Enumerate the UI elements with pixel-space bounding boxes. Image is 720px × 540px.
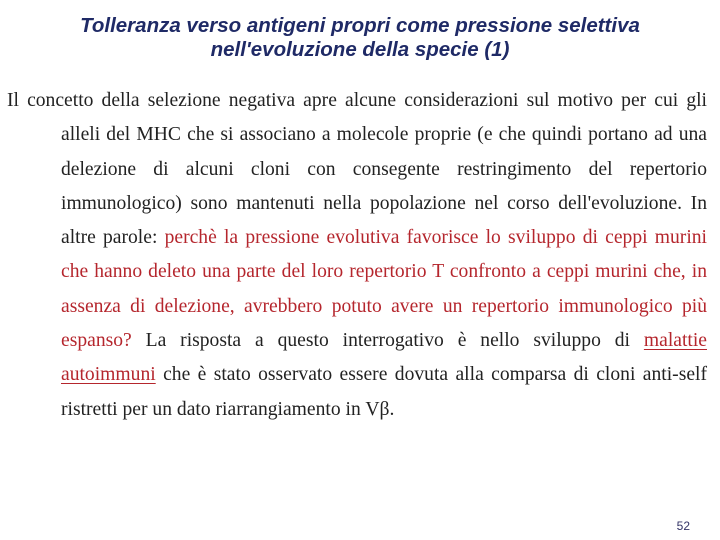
body-intro-text: Il concetto della selezione negativa apre alcune considerazioni sul motivo per cui gli alleli del MHC che si associano a molecole proprie (e che quindi portano ad una delezione di alcuni cloni con consegente restringimento del repertorio immunologico) sono mantenuti nella popolazione nel corso dell'evoluzione. In altre parole: [7, 90, 707, 249]
slide-title [0, 14, 720, 62]
autoimmune-diseases-highlight: malattie autoimmuni [61, 330, 707, 386]
body-conclusion-text: che è stato osservato essere dovuta alla comparsa di cloni anti-self ristretti per un dato riarrangiamento in Vβ. [61, 364, 707, 420]
slide-title-line-2: nell'evoluzione della specie (1) [210, 38, 510, 61]
highlighted-question: perchè la pressione evolutiva favorisce lo sviluppo di ceppi murini che hanno deleto una parte del loro repertorio T confronto a ceppi murini che, in assenza di delezione, avrebbero potuto avere un repertorio immunologico più espanso? [61, 227, 707, 352]
page-number: 52 [676, 519, 690, 533]
body-paragraph [7, 84, 707, 427]
slide-title-line-1: Tolleranza verso antigeni propri come pressione selettiva [80, 14, 640, 37]
body-answer-text: La risposta a questo interrogativo è nello sviluppo di [131, 330, 644, 352]
